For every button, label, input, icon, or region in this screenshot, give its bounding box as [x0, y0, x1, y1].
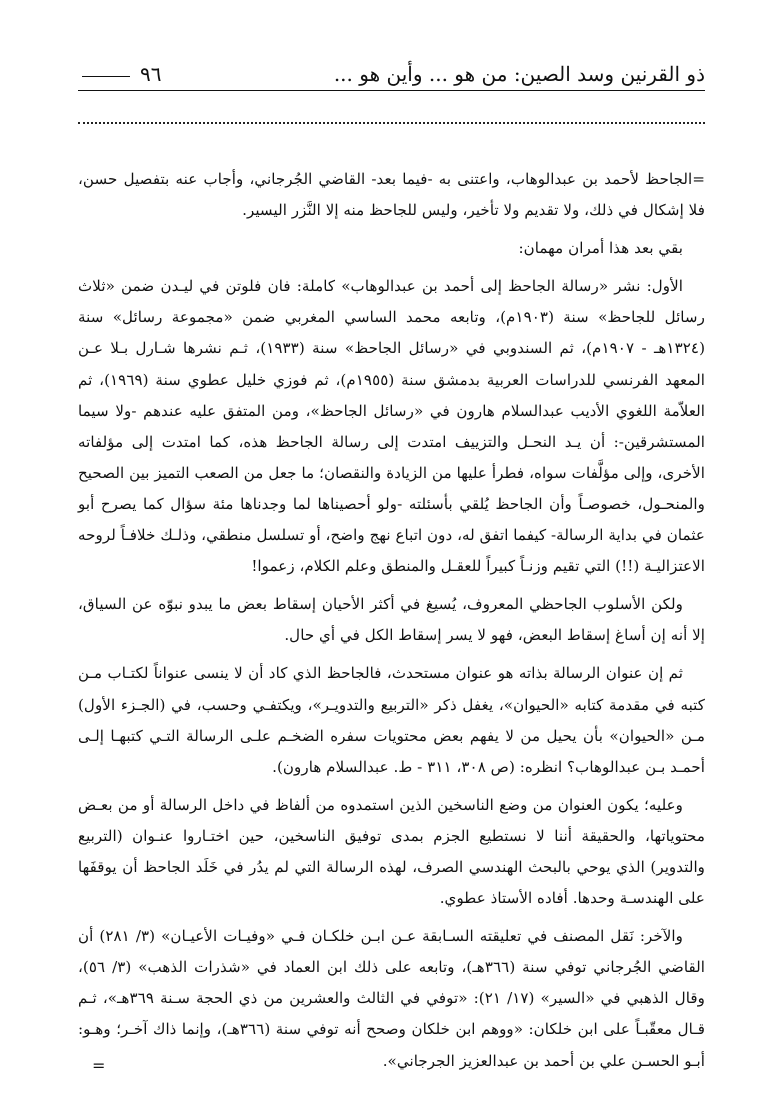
running-title: ذو القرنين وسد الصين: من هو ... وأين هو ... [333, 62, 705, 86]
paragraph-continuation: =الجاحظ لأحمد بن عبدالوهاب، واعتنى به -فيما بعد- القاضي الجُرجاني، وأجاب عنه بتفصيل حسن، فلا إشكال في ذلك، ولا تقديم ولا تأخير، وليس للجاحظ منه إلا النَّزر اليسير. [78, 170, 705, 220]
paragraph-first-matter: الأول: نشر «رسالة الجاحظ إلى أحمد بن عبدالوهاب» كاملة: فان فلوتن في ليـدن ضمن «ثلاث رسائل للجاحظ» سنة (١٩٠٣م)، وتابعه محمد الساسي المغربي ضمن «مجموعة رسائل» سنة (١٣٢٤هـ - ١٩٠٧م)، ثم السندوبي في «رسائل الجاحظ» سنة (١٩٣٣)، ثـم نشرها شـارل بـلا عـن المعهد الفرنسي للدراسات العربية بدمشق سنة (١٩٥٥م)، ثم فوزي خليل عطوي سنة (١٩٦٩)، ثم العلاّمة اللغوي الأديب عبدالسلام هارون في «رسائل الجاحظ»، ومن المتفق عليه عندهم -ولا سيما المستشرقين-: أن يـد النحـل والتزييف امتدت إلى رسالة الجاحظ هذه، كما امتدت إلى مؤلفاته الأخرى، وإلى مؤلَّفات سواه، فطرأ عليها من الزيادة والنقصان؛ ما جعل من الصعب التميز بين الصحيح والمنحـول، خصوصـاً وأن الجاحظ يُلقي بأسئلته -ولو أحصيناها لما وجدناها مئة سؤال كما يصرح أبو عثمان في بداية الرسالة- كيفما اتفق له، دون اتباع نهج واضح، أو تسلسل منطقي، وذلـك خلافـاً لروحه الاعتزاليـة (!!) التي تقيم وزنـاً كبيراً للعقـل والمنطق وعلم الكلام، زعموا! [78, 277, 705, 576]
footnote-separator [78, 122, 705, 124]
continuation-mark: = [92, 1056, 106, 1075]
paragraph-second-matter: والآخر: نَقل المصنف في تعليقته السـابقة عـن ابـن خلكـان فـي «وفيـات الأعيـان» (٣/ ٢٨١) أن القاضي الجُرجاني توفي سنة (٣٦٦هـ)، وتابعه على ذلك ابن العماد في «شذرات الذهب» (٣/ ٥٦)، وقال الذهبي في «السير» (١٧/ ٢١): «توفي في الثالث والعشرين من ذي الحجة سـنة ٣٦٩هـ»، ثـم قـال معقّبـاً على ابن خلكان: «ووهم ابن خلكان وصحح أنه توفي سنة (٣٦٦هـ)، وإنما ذاك آخـر؛ وهـو: أبـو الحسـن علي بن أحمد بن عبدالعزيز الجرجاني». [78, 927, 706, 1070]
paragraph-style: ولكن الأسلوب الجاحظي المعروف، يُسيغ في أكثر الأحيان إسقاط بعض ما يبدو نبوّه عن السياق، إلا أنه إن أساغ إسقاط البعض، فهو لا يسر إسقاط الكل في أي حال. [78, 595, 705, 645]
footnote-body [78, 164, 705, 1084]
paragraph-intro: بقي بعد هذا أمران مهمان: [518, 239, 683, 258]
page-number: ٩٦ [140, 62, 162, 86]
paragraph-naming: وعليه؛ يكون العنوان من وضع الناسخين الذين استمدوه من ألفاظ في داخل الرسالة أو من بعـض محتوياتها، والحقيقة أننا لا نستطيع الجزم بمدى توفيق الناسخين، حين اختـاروا عنـوان (التربيع والتدوير) الذي يوحي بالبحث الهندسي الصرف، لهذه الرسالة التي لم يدُر في خَلَد الجاحظ أن يوقفَها على الهندسـة وحدها. أفاده الأستاذ عطوي. [78, 795, 705, 908]
header-dash [82, 76, 130, 77]
header-rule [78, 90, 705, 91]
paragraph-title: ثم إن عنوان الرسالة بذاته هو عنوان مستحدث، فالجاحظ الذي كاد أن لا ينسى عنواناً لكتـاب مـن كتبه في مقدمة كتابه «الحيوان»، يغفل ذكر «التربيع والتدويـر»، ويكتفـي وحسب، في (الجـزء الأول) مـن «الحيوان» بأن يحيل من لا يفهم بعض محتويات سفره الضخـم علـى الرسالة التـي كتبهـا إلـى أحمـد بـن عبدالوهاب؟ انظره: (ص ٣٠٨، ٣١١ - ط. عبدالسلام هارون). [78, 664, 705, 776]
page-header [82, 58, 705, 98]
